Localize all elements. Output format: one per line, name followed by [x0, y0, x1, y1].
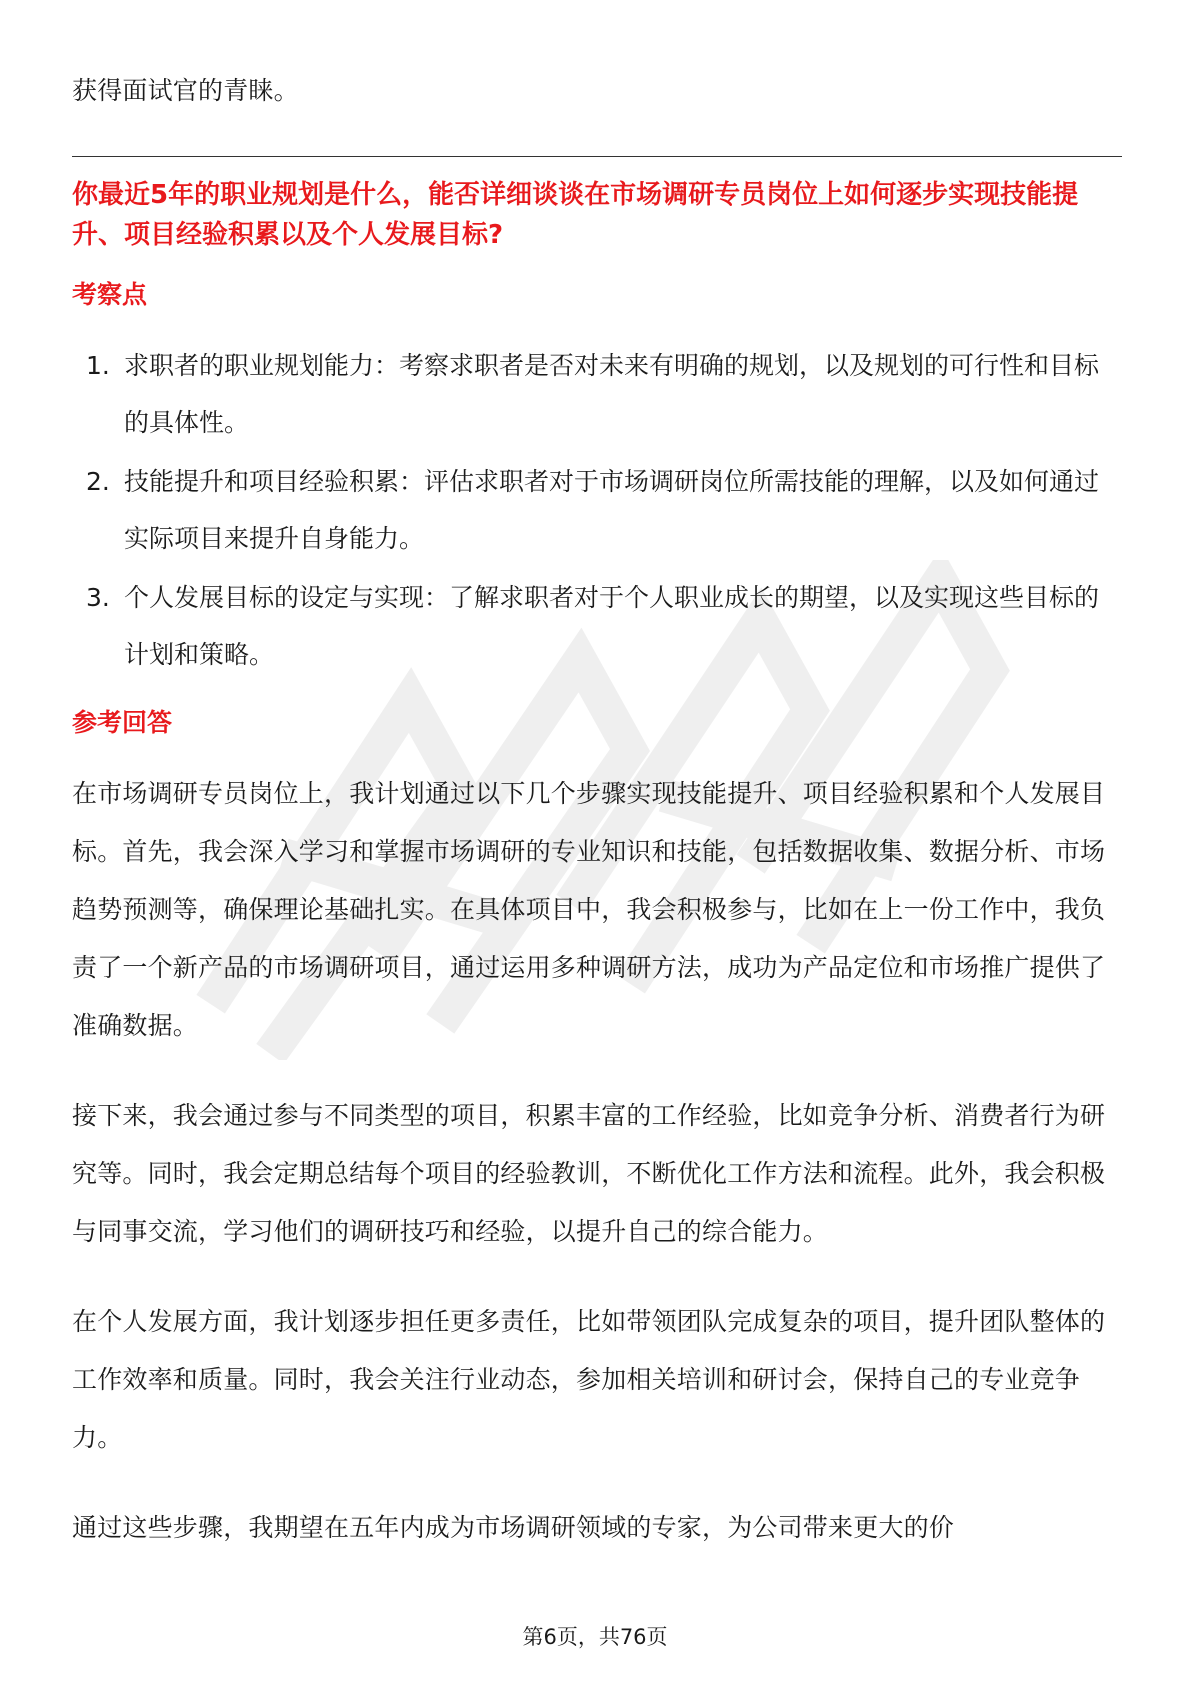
answer-body: [72, 765, 1122, 1557]
section-divider: [72, 156, 1122, 157]
list-item-number: 3.: [86, 583, 110, 612]
list-item: [72, 453, 1122, 567]
answer-heading: 参考回答: [72, 708, 173, 737]
points-list: [72, 337, 1122, 683]
list-item: [72, 337, 1122, 451]
list-item-text: 技能提升和项目经验积累：评估求职者对于市场调研岗位所需技能的理解，以及如何通过实际项目来提升自身能力。: [124, 467, 1100, 553]
list-item: [72, 569, 1122, 683]
page-number: 第6页，共76页: [522, 1625, 668, 1649]
list-item-number: 1.: [86, 351, 110, 380]
answer-paragraph: 通过这些步骤，我期望在五年内成为市场调研领域的专家，为公司带来更大的价: [72, 1513, 955, 1542]
intro-text: 获得面试官的青睐。: [72, 76, 299, 105]
list-item-text: 求职者的职业规划能力：考察求职者是否对未来有明确的规划，以及规划的可行性和目标的具体性。: [124, 351, 1100, 437]
list-item-text: 个人发展目标的设定与实现：了解求职者对于个人职业成长的期望，以及实现这些目标的计划和策略。: [124, 583, 1100, 669]
answer-paragraph: 在市场调研专员岗位上，我计划通过以下几个步骤实现技能提升、项目经验积累和个人发展目标。首先，我会深入学习和掌握市场调研的专业知识和技能，包括数据收集、数据分析、市场趋势预测等，确保理论基础扎实。在具体项目中，我会积极参与，比如在上一份工作中，我负责了一个新产品的市场调研项目，通过运用多种调研方法，成功为产品定位和市场推广提供了准确数据。: [72, 779, 1106, 1040]
list-item-number: 2.: [86, 467, 110, 496]
interview-question: 你最近5年的职业规划是什么，能否详细谈谈在市场调研专员岗位上如何逐步实现技能提升、项目经验积累以及个人发展目标?: [72, 180, 1079, 250]
answer-paragraph: 在个人发展方面，我计划逐步担任更多责任，比如带领团队完成复杂的项目，提升团队整体的工作效率和质量。同时，我会关注行业动态，参加相关培训和研讨会，保持自己的专业竞争力。: [72, 1307, 1106, 1452]
points-heading: 考察点: [72, 280, 148, 309]
answer-paragraph: 接下来，我会通过参与不同类型的项目，积累丰富的工作经验，比如竞争分析、消费者行为研究等。同时，我会定期总结每个项目的经验教训，不断优化工作方法和流程。此外，我会积极与同事交流，学习他们的调研技巧和经验，以提升自己的综合能力。: [72, 1101, 1106, 1246]
page-content: [72, 62, 1122, 1557]
